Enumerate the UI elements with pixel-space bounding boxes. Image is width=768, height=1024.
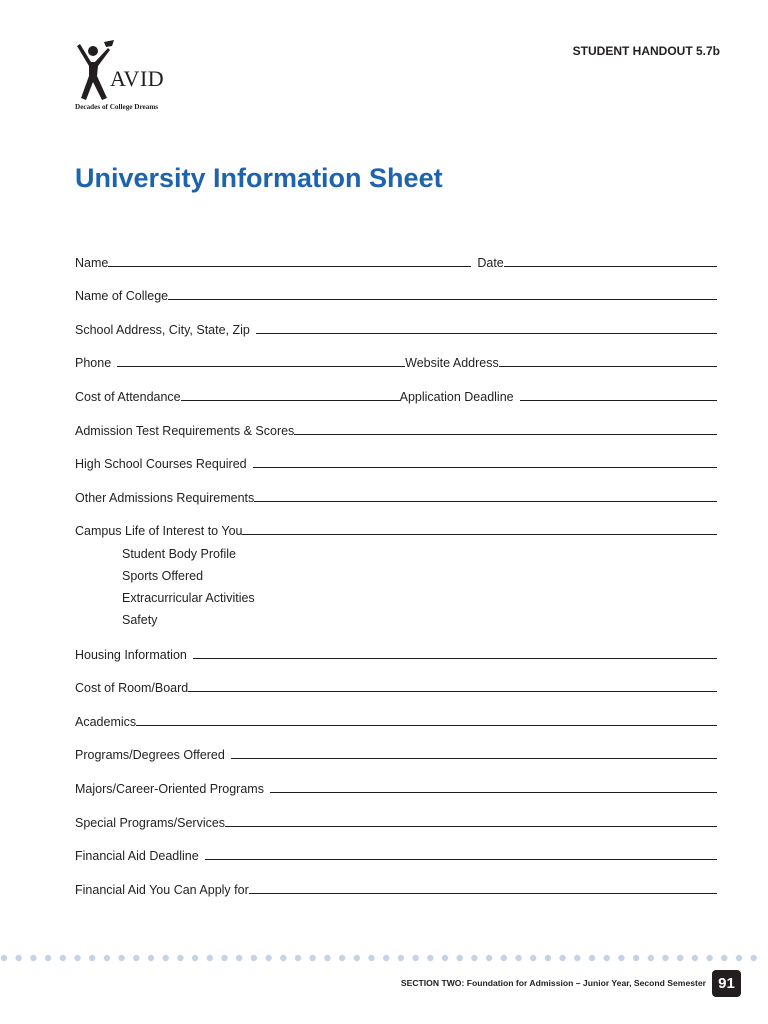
- college-name-field[interactable]: [168, 298, 717, 300]
- hs-courses-field[interactable]: [253, 466, 717, 468]
- footer-section-text: SECTION TWO: Foundation for Admission – Junior Year, Second Semester: [400, 978, 706, 988]
- name-label: Name: [75, 255, 109, 270]
- date-field[interactable]: [504, 265, 717, 267]
- housing-field[interactable]: [193, 657, 717, 659]
- form-fields: [75, 236, 717, 897]
- campus-life-list: [75, 538, 717, 633]
- room-board-row: [75, 662, 717, 696]
- majors-row: [75, 762, 717, 796]
- cost-row: [75, 370, 717, 404]
- campus-life-field[interactable]: [242, 533, 717, 535]
- aid-deadline-field[interactable]: [205, 858, 717, 860]
- majors-label: Majors/Career-Oriented Programs: [75, 781, 264, 796]
- hs-courses-row: [75, 438, 717, 472]
- address-field[interactable]: [256, 332, 717, 334]
- campus-life-row: [75, 505, 717, 539]
- list-item: Safety: [122, 612, 158, 627]
- handout-label: STUDENT HANDOUT 5.7b: [572, 44, 720, 58]
- special-programs-field[interactable]: [225, 825, 717, 827]
- name-field[interactable]: [108, 265, 471, 267]
- dotted-divider: [0, 952, 768, 964]
- academics-label: Academics: [75, 714, 137, 729]
- application-deadline-label: Application Deadline: [399, 389, 514, 404]
- list-item: Student Body Profile: [122, 547, 236, 562]
- list-item: Sports Offered: [122, 569, 204, 584]
- programs-degrees-row: [75, 729, 717, 763]
- website-label: Website Address: [405, 356, 499, 371]
- majors-field[interactable]: [270, 791, 717, 793]
- admission-test-field[interactable]: [294, 433, 717, 435]
- phone-row: [75, 337, 717, 371]
- cost-attendance-label: Cost of Attendance: [75, 389, 181, 404]
- college-name-row: [75, 270, 717, 304]
- date-label: Date: [477, 255, 504, 270]
- academics-row: [75, 695, 717, 729]
- logo-tagline: Decades of College Dreams: [75, 103, 159, 111]
- housing-row: [75, 634, 717, 662]
- other-admissions-label: Other Admissions Requirements: [75, 490, 255, 505]
- phone-label: Phone: [75, 356, 112, 371]
- list-item: Extracurricular Activities: [122, 590, 255, 605]
- aid-apply-row: [75, 863, 717, 897]
- college-name-label: Name of College: [75, 289, 169, 304]
- aid-apply-field[interactable]: [249, 892, 717, 894]
- other-admissions-row: [75, 471, 717, 505]
- aid-deadline-label: Financial Aid Deadline: [75, 849, 199, 864]
- campus-life-label: Campus Life of Interest to You: [75, 524, 243, 539]
- other-admissions-field[interactable]: [254, 500, 717, 502]
- phone-field[interactable]: [117, 365, 405, 367]
- admission-test-label: Admission Test Requirements & Scores: [75, 423, 295, 438]
- name-row: [75, 236, 717, 270]
- programs-degrees-field[interactable]: [231, 757, 717, 759]
- room-board-label: Cost of Room/Board: [75, 681, 189, 696]
- housing-label: Housing Information: [75, 647, 187, 662]
- cost-attendance-field[interactable]: [181, 399, 400, 401]
- page-title: University Information Sheet: [75, 163, 443, 193]
- special-programs-label: Special Programs/Services: [75, 815, 226, 830]
- page-number: 91: [712, 970, 741, 997]
- aid-deadline-row: [75, 830, 717, 864]
- website-field[interactable]: [499, 365, 717, 367]
- hs-courses-label: High School Courses Required: [75, 457, 247, 472]
- application-deadline-field[interactable]: [520, 399, 717, 401]
- address-label: School Address, City, State, Zip: [75, 322, 250, 337]
- aid-apply-label: Financial Aid You Can Apply for: [75, 882, 249, 897]
- programs-degrees-label: Programs/Degrees Offered: [75, 748, 225, 763]
- address-row: [75, 303, 717, 337]
- admission-test-row: [75, 404, 717, 438]
- special-programs-row: [75, 796, 717, 830]
- avid-figure-icon: [74, 40, 114, 102]
- avid-logo: [74, 40, 194, 115]
- room-board-field[interactable]: [188, 690, 717, 692]
- logo-wordmark: AVID: [110, 66, 165, 91]
- academics-field[interactable]: [136, 724, 717, 726]
